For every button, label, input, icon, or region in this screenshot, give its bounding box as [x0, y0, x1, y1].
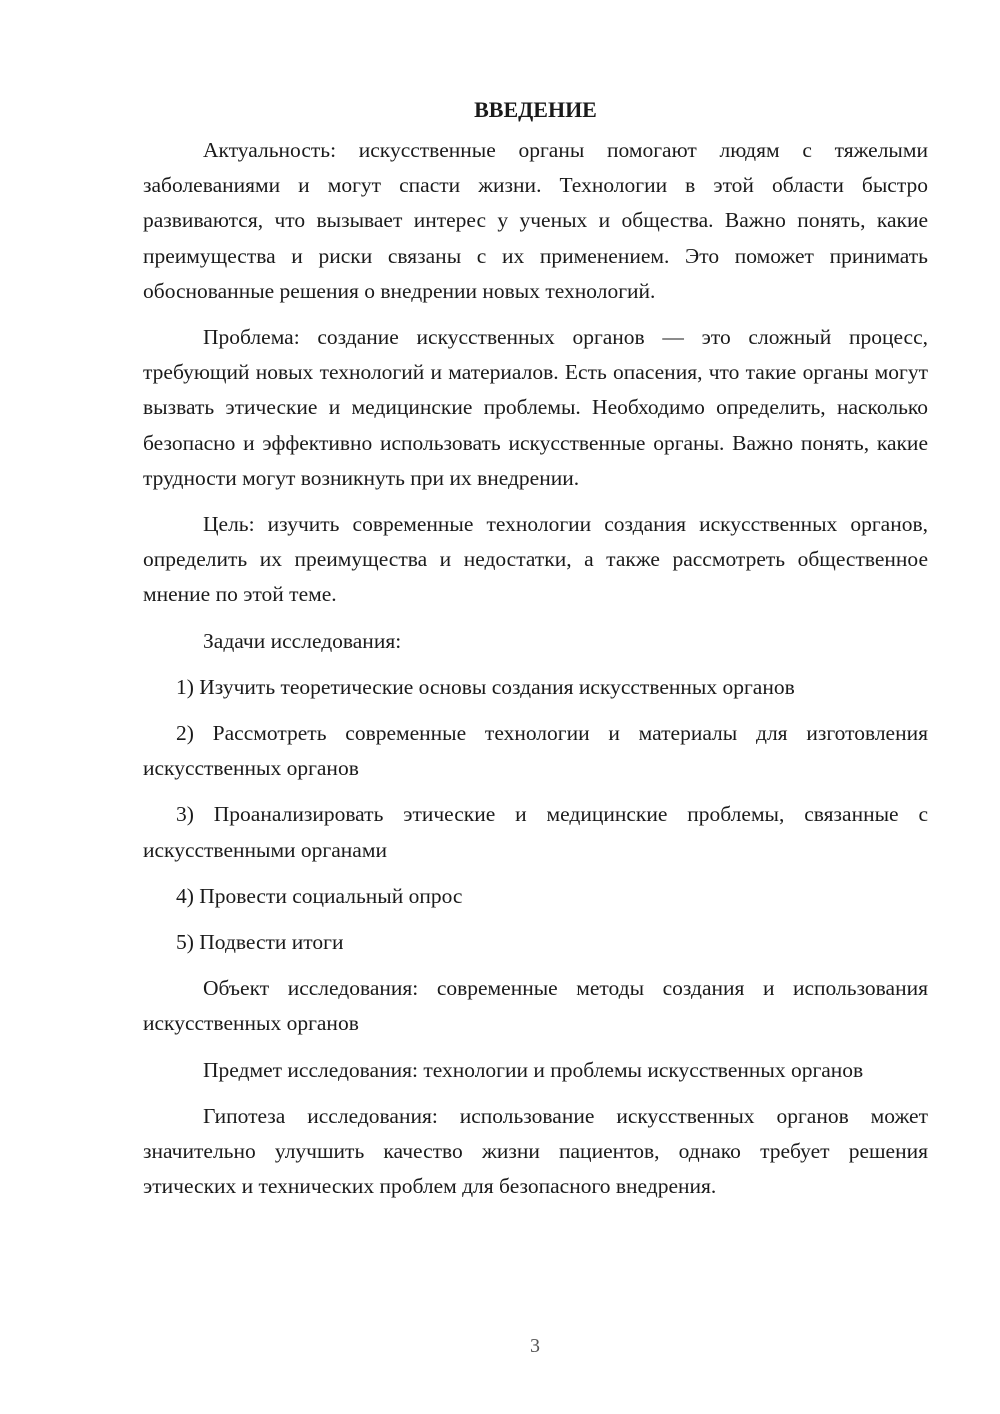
task-item-1: 1) Изучить теоретические основы создания искусственных органов [176, 674, 795, 699]
paragraph-problem: Проблема: создание искусственных органов — это сложный процесс, требующий новых технологий и материалов. Есть опасения, что такие органы могут вызвать этические и медицинские проблемы. Необходимо определить, насколько безопасно и эффективно использовать искусственные органы. Важно понять, какие трудности могут возникнуть при их внедрении. [143, 325, 928, 490]
paragraph-hypothesis: Гипотеза исследования: использование искусственных органов может значительно улучшить качество жизни пациентов, однако требует решения этических и технических проблем для безопасного внедрения. [143, 1103, 928, 1199]
page-title: ВВЕДЕНИЕ [474, 97, 597, 122]
task-item-5: 5) Подвести итоги [176, 930, 344, 955]
document-page [143, 95, 928, 1215]
paragraph-goal: Цель: изучить современные технологии создания искусственных органов, определить их преимущества и недостатки, а также рассмотреть общественное мнение по этой теме. [143, 512, 928, 607]
task-item-4: 4) Провести социальный опрос [176, 883, 463, 908]
paragraph-tasks-heading: Задачи исследования: [203, 628, 402, 653]
task-item-3: 3) Проанализировать этические и медицинские проблемы, связанные с искусственными органами [143, 802, 928, 862]
paragraph-subject: Предмет исследования: технологии и проблемы искусственных органов [203, 1057, 864, 1082]
paragraph-object: Объект исследования: современные методы создания и использования искусственных органов [143, 976, 928, 1036]
task-item-2: 2) Рассмотреть современные технологии и материалы для изготовления искусственных органов [143, 721, 928, 781]
page-number: 3 [530, 1335, 540, 1357]
paragraph-relevance: Актуальность: искусственные органы помогают людям с тяжелыми заболеваниями и могут спасти жизни. Технологии в этой области быстро развиваются, что вызывает интерес у ученых и общества. Важно понять, какие преимущества и риски связаны с их применением. Это поможет принимать обоснованные решения о внедрении новых технологий. [143, 138, 928, 303]
